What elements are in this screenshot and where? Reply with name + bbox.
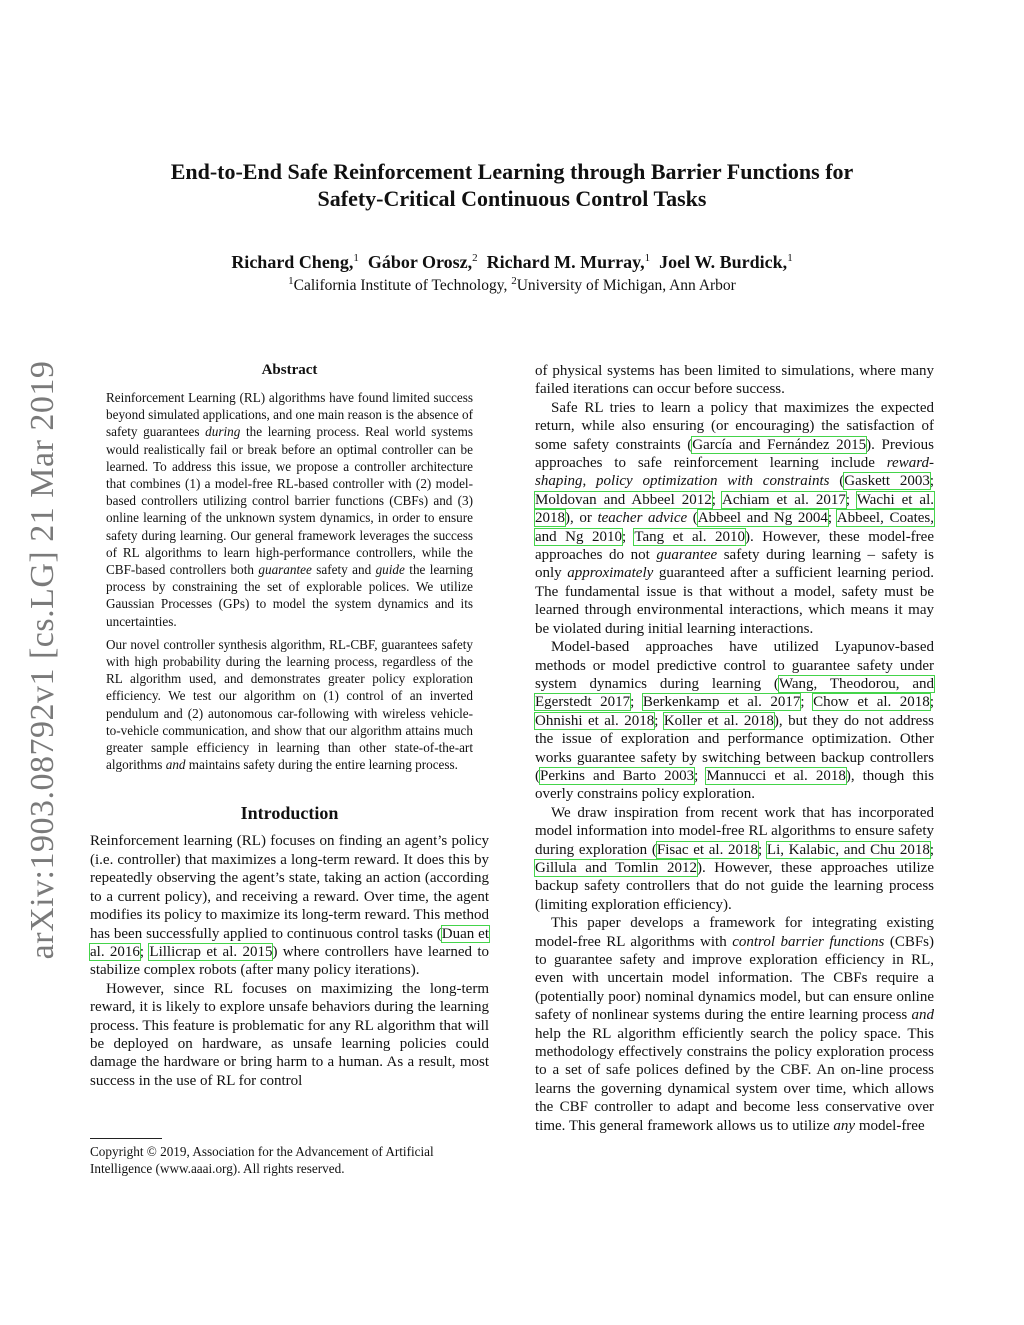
text-run: Model-based approaches have utilized Lyapunov-based methods or model predictive control to guarantee safety under system dynamics during learning ( xyxy=(535,639,934,692)
text-run: safety and xyxy=(311,562,376,578)
text-run: Our novel controller synthesis algorithm, RL-CBF, guarantees safety with high probability during the learning process, regardless of the RL algorithm used, and demonstrates greater policy exploration efficiency. We test our algorithm on (1) control of an inverted pendulum and (2) autonomous car-following with wireless vehicle-to-vehicle communication, and show that our algorithm attains much greater sample efficiency in learning than other state-of-the-art algorithms xyxy=(106,636,473,773)
text-run: ; xyxy=(929,473,935,490)
author-affil-mark: 2 xyxy=(472,252,478,264)
emphasis: reward-shaping xyxy=(535,455,934,490)
emphasis: during xyxy=(205,424,241,440)
citation-link[interactable]: Moldovan and Abbeel 2012 xyxy=(535,491,712,508)
text-run: guaranteed after a sufficient learning period. The fundamental issue is that without a model, safety must be learned through environmental interactions, which means it may be violated during initial learning interactions. xyxy=(535,565,934,637)
affil-mark: 2 xyxy=(511,275,517,287)
abstract-heading: Abstract xyxy=(261,362,318,378)
emphasis: and xyxy=(911,1007,934,1024)
author-name: Joel W. Burdick, xyxy=(659,252,788,272)
intro-paragraph-2 xyxy=(90,980,489,1090)
arxiv-stamp-text: arXiv:1903.08792v1 [cs.LG] 21 Mar 2019 xyxy=(24,360,61,960)
author-affil-mark: 1 xyxy=(787,252,793,264)
emphasis: guarantee xyxy=(258,562,312,578)
affil-text: University of Michigan, Ann Arbor xyxy=(516,277,736,295)
text-run: (CBFs) to guarantee safety and improve exploration efficiency in RL, even with uncertain model information. The CBFs require a (potentially poor) nominal dynamics model, but can ensure online safety of nonlinear systems during the entire learning process xyxy=(535,933,935,1024)
text-run: However, since RL focuses on maximizing the long-term reward, it is likely to explore unsafe behaviors during the learning process. This feature is problematic for any RL algorithm that will be deployed on hardware, as unsafe learning policies could damage the hardware or bring harm to a human. As a result, most success in the use of RL for control xyxy=(90,980,489,1089)
citation-link[interactable]: Li, Kalabic, and Chu 2018 xyxy=(766,841,930,858)
text-run: ). Previous approaches to safe reinforcement learning include xyxy=(535,436,934,472)
text-run: ; xyxy=(800,694,814,711)
text-run: This paper develops a framework for integrating existing model-free RL algorithms with xyxy=(535,915,934,950)
text-run: maintains safety during the entire learning process. xyxy=(185,757,458,773)
right-paragraph-2 xyxy=(535,638,934,804)
affiliations xyxy=(90,275,934,295)
text-run: ( xyxy=(687,510,698,527)
citation-link[interactable]: Ohnishi et al. 2018 xyxy=(535,712,655,729)
citation-link[interactable]: García and Fernández 2015 xyxy=(692,436,867,453)
footnote-rule xyxy=(90,1138,162,1139)
text-run: ), though this overly constrains policy exploration. xyxy=(535,767,934,803)
title-line-2: Safety-Critical Continuous Control Tasks xyxy=(317,186,707,211)
citation-link[interactable]: Wang, Theodorou, and Egerstedt 2017 xyxy=(535,675,934,711)
affil-mark: 1 xyxy=(288,275,294,287)
emphasis: and xyxy=(165,757,186,773)
text-run: help the RL algorithm efficiently search the policy space. This methodology effectively constrains the policy exploration process to a set of safe polices defined by the CBF. An on-line process learns the governing dynamical system over time, which allows the CBF controller to adapt and become less conservative over time. This general framework allows us to utilize xyxy=(535,1025,934,1134)
text-run: ; xyxy=(139,943,150,960)
emphasis: control barrier functions xyxy=(732,933,885,950)
text-run: We draw inspiration from recent work that has incorporated model information into model-free RL algorithms to ensure safety during exploration ( xyxy=(535,804,934,858)
text-run: ; xyxy=(827,510,837,527)
emphasis: any xyxy=(833,1117,856,1134)
citation-link[interactable]: Achiam et al. 2017 xyxy=(722,491,846,508)
citation-link[interactable]: Wachi et al. 2018 xyxy=(535,491,934,527)
citation-link[interactable]: Berkenkamp et al. 2017 xyxy=(642,694,801,711)
text-run: the learning process. Real world systems would realistically fail or break before an optimal controller can be learned. To address this issue, we propose a controller architecture that combines (1) a model-free RL-based controller with (2) model-based controllers utilizing control barrier functions (CBFs) and (3) online learning of the unknown system dynamics, in order to ensure safety during learning. Our general framework leverages the success of RL algorithms to learn high-performance controllers, while the CBF-based controllers both xyxy=(106,424,473,578)
text-run: ; xyxy=(694,767,707,784)
text-run: ; xyxy=(711,491,723,508)
emphasis: guide xyxy=(375,562,405,578)
citation-link[interactable]: Abbeel and Ng 2004 xyxy=(697,510,828,527)
title-line-1: End-to-End Safe Reinforcement Learning through Barrier Functions for xyxy=(170,159,854,184)
text-run: , xyxy=(582,473,597,490)
text-run: the learning process by constraining the set of explorable polices. We utilize Gaussian Processes (GPs) to model the system dynamics and its uncertainties. xyxy=(106,562,473,629)
text-run: ; xyxy=(654,712,664,729)
citation-link[interactable]: Chow et al. 2018 xyxy=(813,694,930,711)
paper-title xyxy=(90,158,934,212)
affil-text: California Institute of Technology, xyxy=(293,277,512,295)
author-name: Richard M. Murray, xyxy=(486,252,645,272)
citation-link[interactable]: Gillula and Tomlin 2012 xyxy=(535,859,697,876)
text-run: ; xyxy=(845,491,857,508)
author-name: Richard Cheng, xyxy=(231,252,354,272)
emphasis: approximately xyxy=(567,565,654,582)
text-run: ; xyxy=(929,841,934,858)
arxiv-stamp xyxy=(18,350,68,970)
right-paragraph-4 xyxy=(535,914,934,1135)
author-list xyxy=(90,252,934,273)
author-affil-mark: 1 xyxy=(644,252,651,264)
text-run: Reinforcement Learning (RL) algorithms have found limited success beyond simulated applications, and one main reason is the absence of safety guarantees xyxy=(106,390,473,440)
text-run: ; xyxy=(630,694,643,711)
text-run: model-free xyxy=(855,1117,925,1134)
citation-link[interactable]: Perkins and Barto 2003 xyxy=(540,767,695,784)
intro-paragraph-1 xyxy=(90,832,489,979)
text-run: ( xyxy=(829,473,845,490)
text-run: ), or xyxy=(565,510,598,527)
citation-link[interactable]: Duan et al. 2016 xyxy=(90,925,489,960)
citation-link[interactable]: Mannucci et al. 2018 xyxy=(706,767,846,784)
citation-link[interactable]: Koller et al. 2018 xyxy=(663,712,774,729)
text-run: ) where controllers have learned to stabilize complex robots (after many policy iterations). xyxy=(90,943,490,979)
author-affil-mark: 1 xyxy=(353,252,359,264)
right-paragraph-1 xyxy=(535,399,934,638)
abstract-paragraph-2 xyxy=(106,636,473,774)
right-paragraph-3 xyxy=(535,804,934,914)
text-run: ), but they do not address the issue of exploration and performance optimization. Other works guarantee safety by switching between backup controllers ( xyxy=(535,712,934,784)
citation-link[interactable]: Abbeel, Coates, and Ng 2010 xyxy=(535,510,935,545)
emphasis: guarantee xyxy=(656,547,718,564)
text-run: ; xyxy=(621,528,635,545)
emphasis: policy optimization with constraints xyxy=(596,473,830,490)
abstract xyxy=(90,362,489,773)
copyright-notice: Copyright © 2019, Association for the Advancement of Artificial Intelligence (www.aaai.org). All rights reserved. xyxy=(90,1144,434,1176)
text-run: ). However, these model-free approaches do not xyxy=(535,528,934,564)
citation-link[interactable]: Gaskett 2003 xyxy=(844,473,930,490)
text-run: ; xyxy=(929,694,934,711)
emphasis: teacher advice xyxy=(597,510,688,527)
citation-link[interactable]: Lillicrap et al. 2015 xyxy=(149,943,273,960)
left-column xyxy=(90,362,489,1090)
text-run: ; xyxy=(758,841,767,858)
text-run: Reinforcement learning (RL) focuses on finding an agent’s policy (i.e. controller) that maximizes a long-term reward. It does this by repeatedly observing the agent’s state, taking an action (according to a current policy), and receiving a reward. Over time, the agent modifies its policy to maximize its long-term reward. This method has been successfully applied to continuous control tasks ( xyxy=(90,833,489,942)
citation-link[interactable]: Fisac et al. 2018 xyxy=(656,841,759,858)
text-run: Safe RL tries to learn a policy that maximizes the expected return, while also ensuring (or encouraging) the satisfaction of some safety constraints ( xyxy=(535,399,934,453)
abstract-paragraph-1 xyxy=(106,389,473,630)
text-run: ). However, these approaches utilize backup safety controllers that do not guide the learning process (limiting exploration efficiency). xyxy=(535,859,935,913)
citation-link[interactable]: Tang et al. 2010 xyxy=(634,528,746,545)
text-run: safety during learning – safety is only xyxy=(535,547,934,582)
right-paragraph-0: of physical systems has been limited to simulations, where many failed iterations can occur before success. xyxy=(535,363,934,398)
right-column xyxy=(535,362,934,1135)
author-name: Gábor Orosz, xyxy=(367,252,473,272)
introduction-heading: Introduction xyxy=(240,803,339,824)
